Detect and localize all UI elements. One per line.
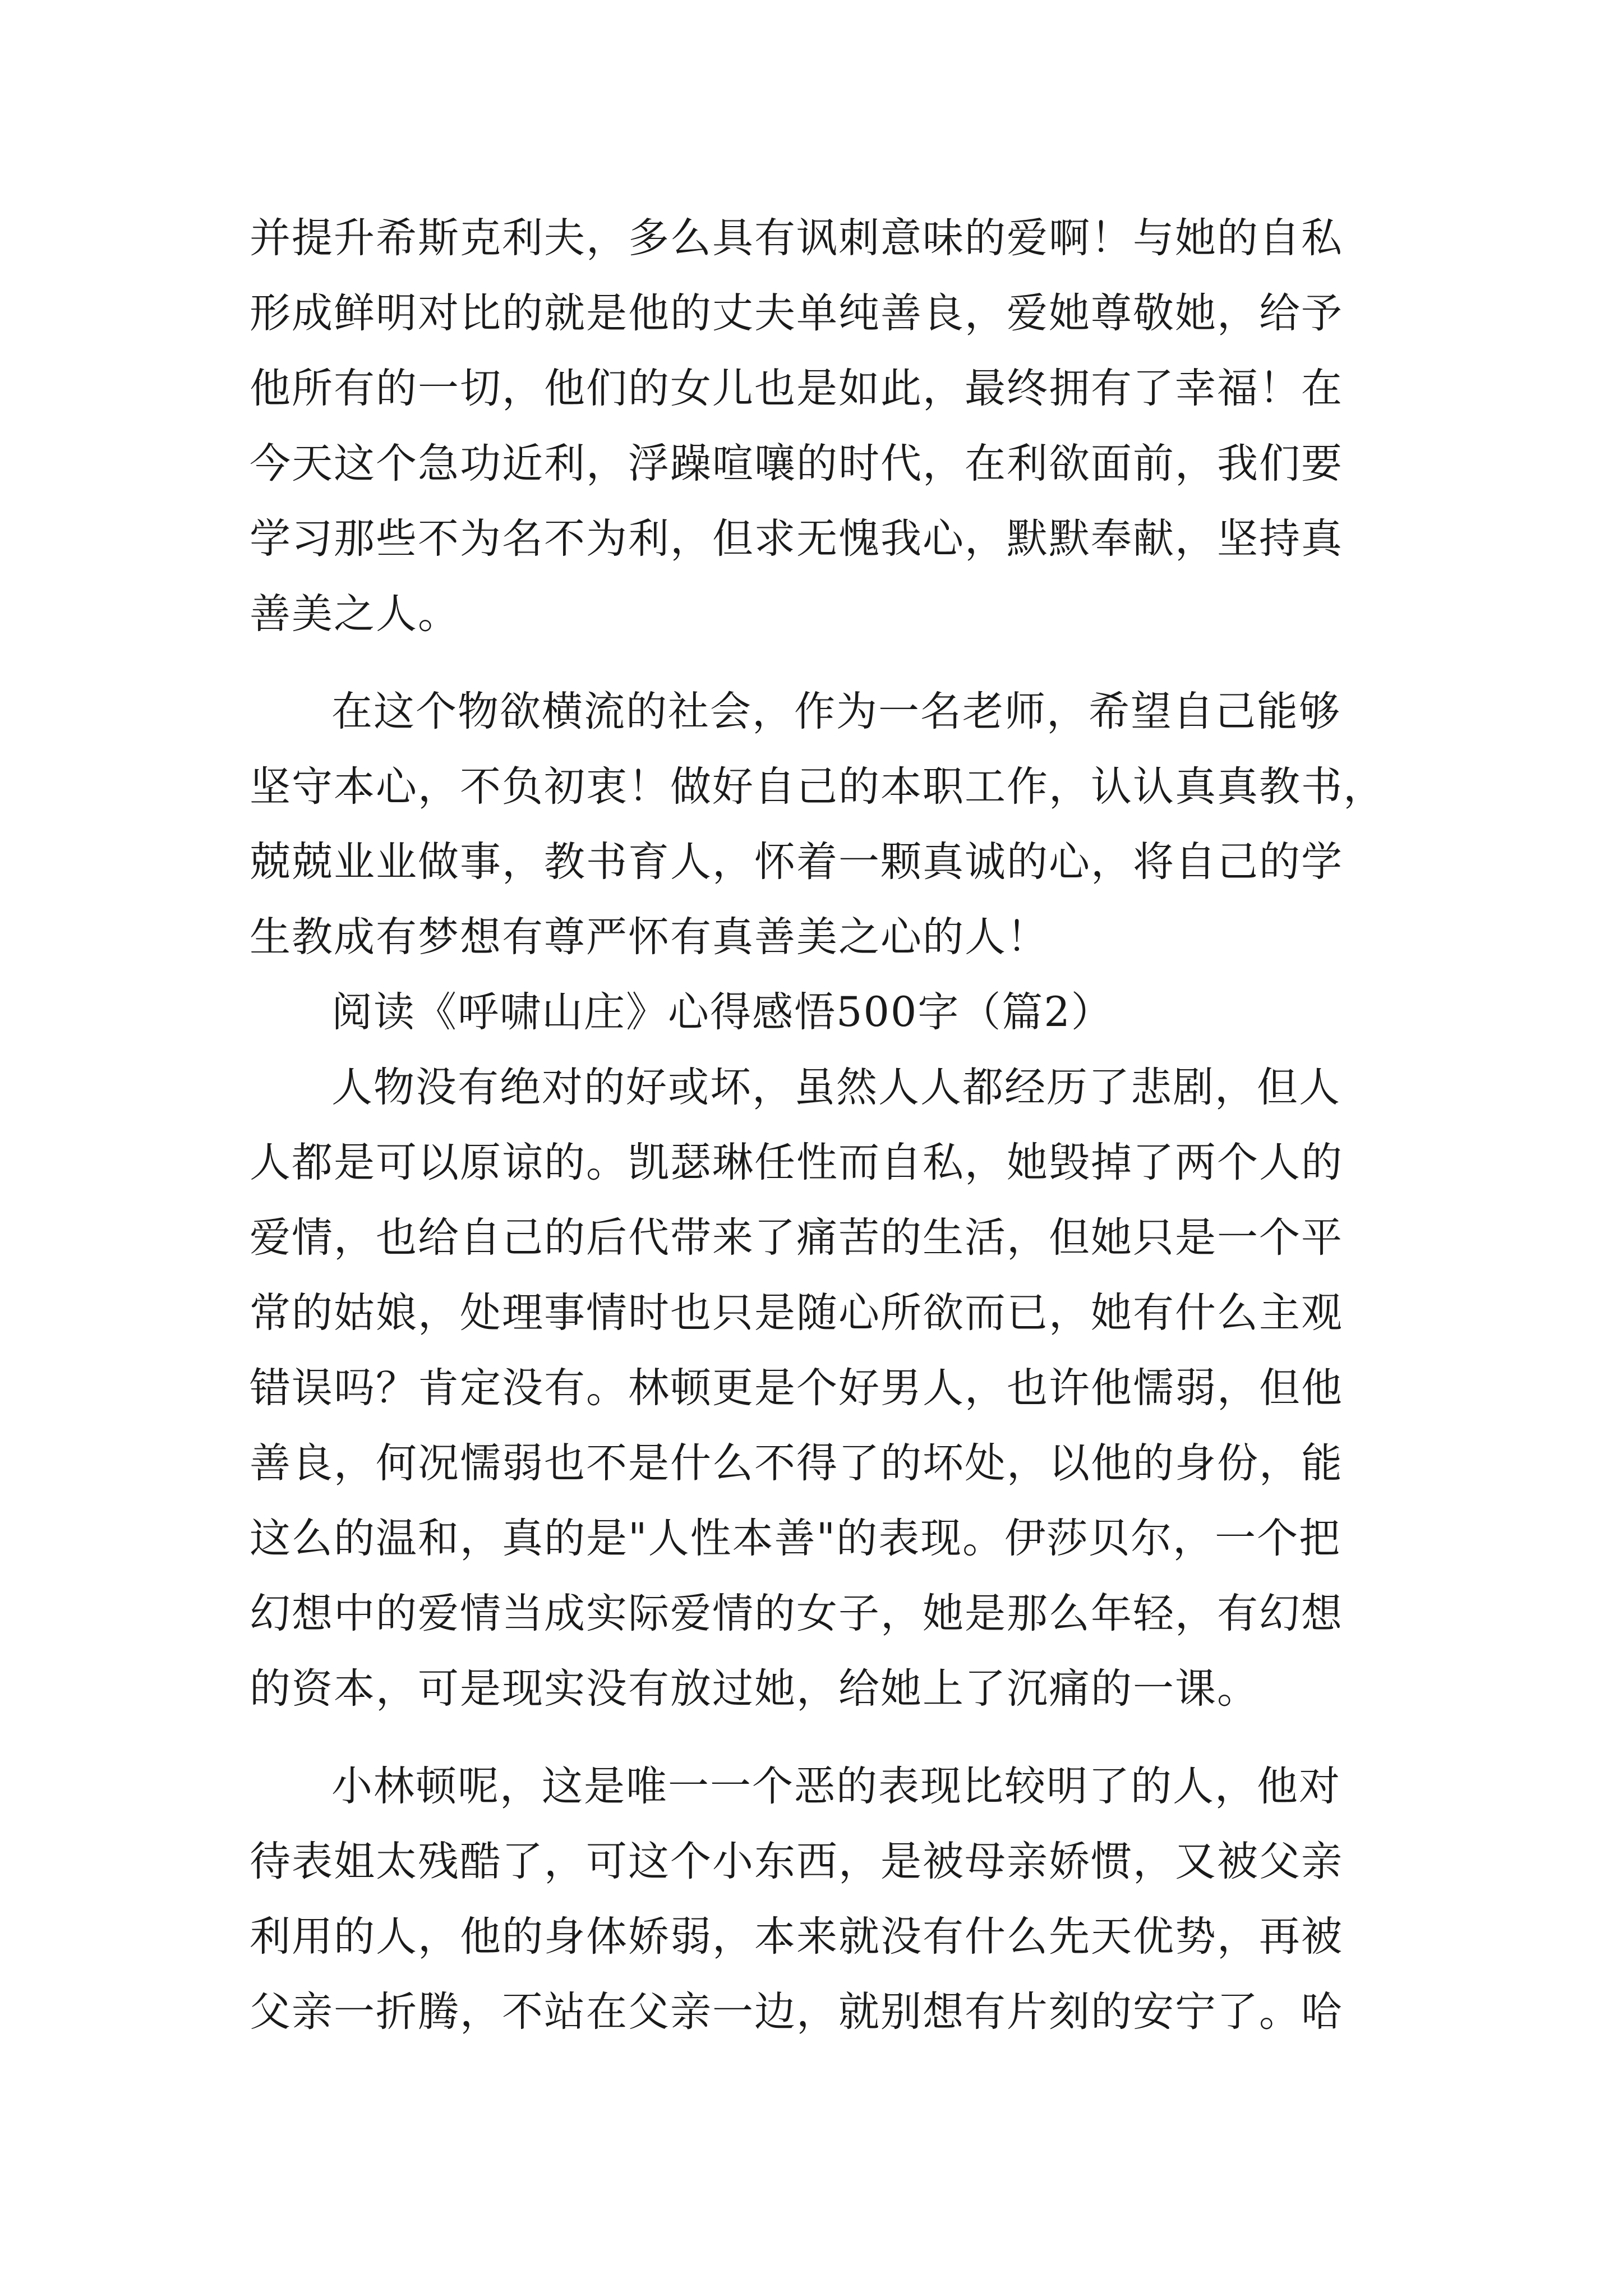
text-line: 人都是可以原谅的。凯瑟琳任性而自私，她毁掉了两个人的 xyxy=(250,1139,1343,1186)
text-line: 爱情，也给自己的后代带来了痛苦的生活，但她只是一个平 xyxy=(250,1214,1343,1262)
text-line: 兢兢业业做事，教书育人，怀着一颗真诚的心，将自己的学 xyxy=(250,838,1343,886)
text-line: 今天这个急功近利，浮躁喧嚷的时代，在利欲面前，我们要 xyxy=(250,440,1343,487)
text-line: 父亲一折腾，不站在父亲一边，就别想有片刻的安宁了。哈 xyxy=(250,1988,1343,2036)
section-heading: 阅读《呼啸山庄》心得感悟500字（篇2） xyxy=(331,988,1113,1036)
paragraph-first-line: 在这个物欲横流的社会，作为一名老师，希望自己能够 xyxy=(331,688,1341,735)
text-line: 利用的人，他的身体娇弱，本来就没有什么先天优势，再被 xyxy=(250,1913,1343,1961)
text-line: 生教成有梦想有尊严怀有真善美之心的人！ xyxy=(250,913,1049,961)
text-line: 这么的温和，真的是"人性本善"的表现。伊莎贝尔，一个把 xyxy=(250,1515,1341,1562)
paragraph-gap xyxy=(250,1727,1388,1749)
text-line: 错误吗？肯定没有。林顿更是个好男人，也许他懦弱，但他 xyxy=(250,1364,1343,1412)
text-line: 形成鲜明对比的就是他的丈夫单纯善良，爱她尊敬她，给予 xyxy=(250,289,1343,337)
text-line: 并提升希斯克利夫，多么具有讽刺意味的爱啊！与她的自私 xyxy=(250,214,1343,262)
text-line: 常的姑娘，处理事情时也只是随心所欲而已，她有什么主观 xyxy=(250,1289,1343,1337)
text-line: 善美之人。 xyxy=(250,590,460,638)
text-line: 幻想中的爱情当成实际爱情的女子，她是那么年轻，有幻想 xyxy=(250,1590,1343,1637)
text-line: 的资本，可是现实没有放过她，给她上了沉痛的一课。 xyxy=(250,1665,1259,1713)
paragraph-first-line: 人物没有绝对的好或坏，虽然人人都经历了悲剧，但人 xyxy=(331,1064,1341,1111)
text-line: 善良，何况懦弱也不是什么不得了的坏处，以他的身份，能 xyxy=(250,1439,1343,1487)
text-line: 待表姐太残酷了，可这个小东西，是被母亲娇惯，又被父亲 xyxy=(250,1838,1343,1885)
body-text xyxy=(250,201,1388,2050)
text-line: 他所有的一切，他们的女儿也是如此，最终拥有了幸福！在 xyxy=(250,365,1343,412)
paragraph-gap xyxy=(250,652,1388,674)
paragraph-first-line: 小林顿呢，这是唯一一个恶的表现比较明了的人，他对 xyxy=(331,1763,1341,1810)
text-line: 学习那些不为名不为利，但求无愧我心，默默奉献，坚持真 xyxy=(250,515,1343,563)
text-line: 坚守本心，不负初衷！做好自己的本职工作，认认真真教书， xyxy=(250,763,1385,811)
